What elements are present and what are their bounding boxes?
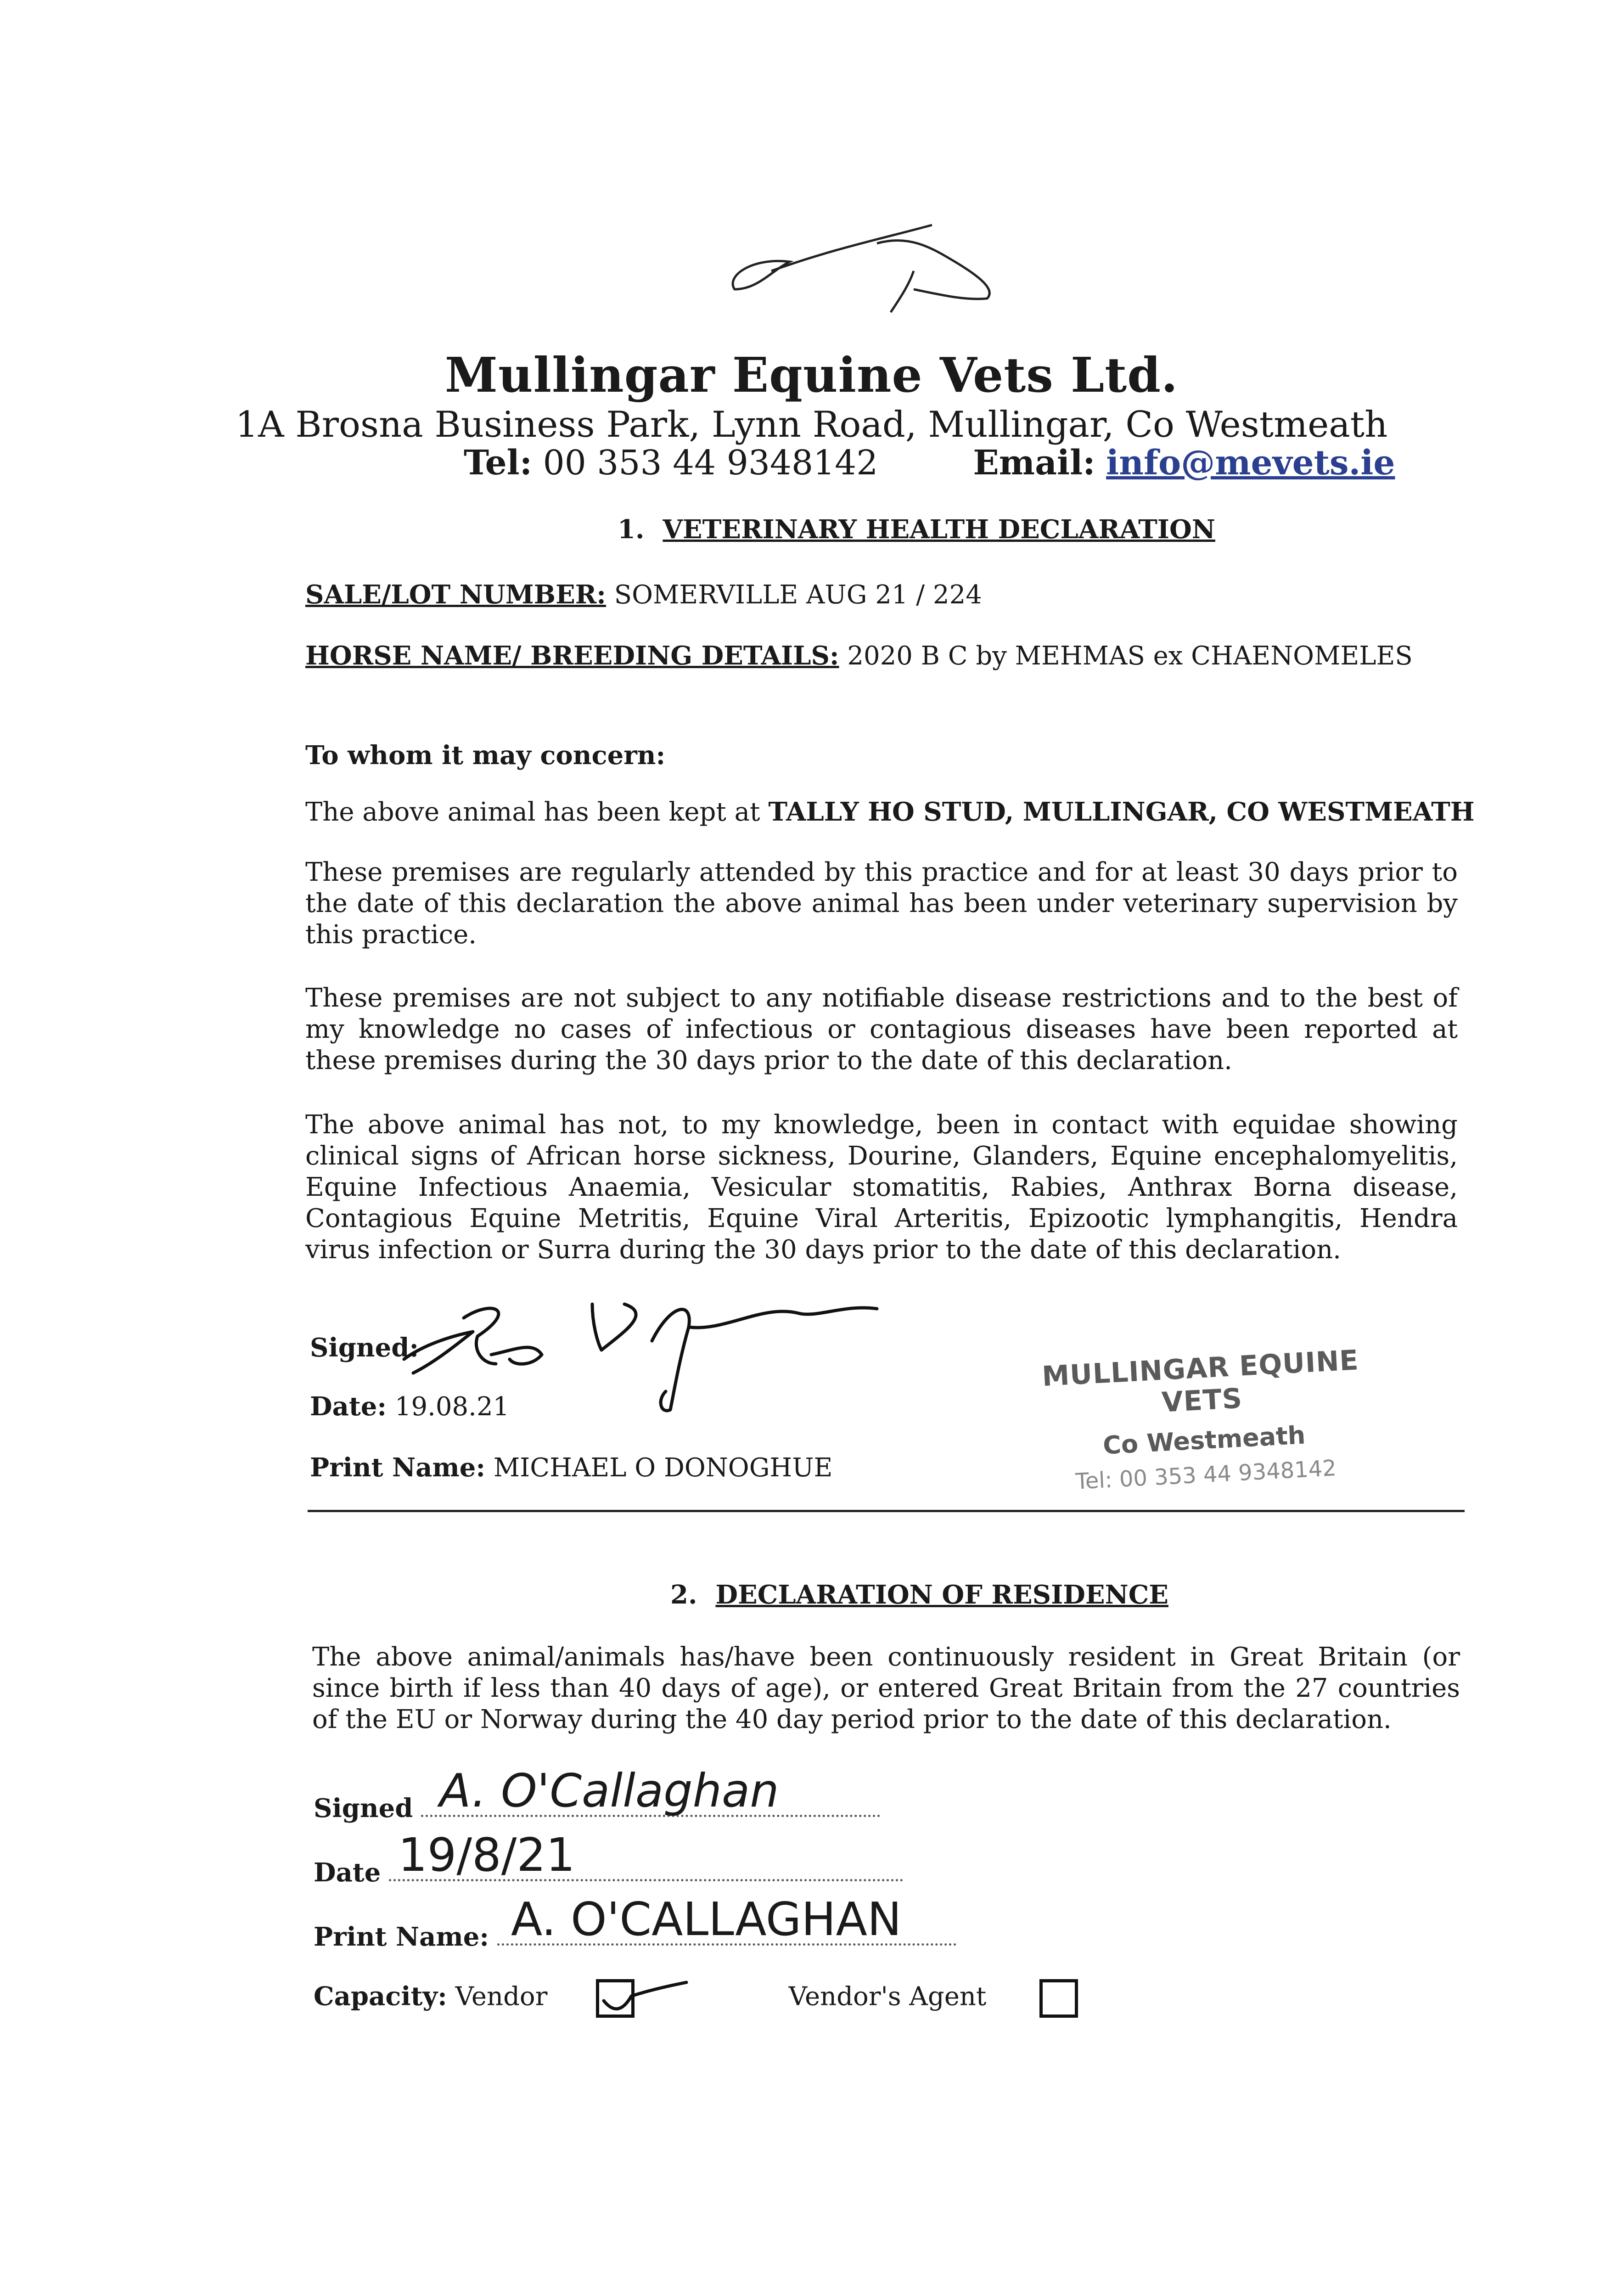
section2-title: DECLARATION OF RESIDENCE — [715, 1580, 1168, 1610]
owner-date-label: Date — [314, 1857, 381, 1888]
owner-date-line — [314, 1828, 903, 1888]
horse-details-label: HORSE NAME/ BREEDING DETAILS: — [305, 641, 839, 671]
owner-print-name-label: Print Name: — [314, 1922, 489, 1952]
vendor-check-mark-icon — [595, 1969, 696, 2024]
sale-lot-label: SALE/LOT NUMBER: — [305, 580, 606, 610]
capacity-line — [314, 1979, 1078, 2018]
vet-print-name-line — [310, 1452, 832, 1483]
disease-contact-paragraph: The above animal has not, to my knowledge, been in contact with equidae showing clinical signs of African horse sickness, Dourine, Glanders, Equine encephalomyelitis, Equine Infectious Anaemia, Vesicular stomatitis, Rabies, Anthrax Borna disease, Contagious Equine Metritis, Equine Viral Arteritis, Epizootic lymphangitis, Hendra virus infection or Surra during the 30 days prior to the date of this declaration. — [305, 1110, 1458, 1265]
supervision-paragraph: These premises are regularly attended by this practice and for at least 30 days prior to the date of this declaration the above animal has been under veterinary supervision by this practice. — [305, 857, 1458, 950]
owner-signed-line — [314, 1764, 880, 1823]
vendor-agent-checkbox[interactable] — [1039, 1979, 1078, 2018]
residence-paragraph: The above animal/animals has/have been continuously resident in Great Britain (or since birth if less than 40 days of age), or entered Great Britain from the 27 countries of the EU or Norway during the 40 day period prior to the date of this declaration. — [312, 1642, 1460, 1734]
sale-lot-value: SOMERVILLE AUG 21 / 224 — [614, 580, 982, 610]
vet-signed-label: Signed: — [310, 1333, 419, 1363]
kept-at-prefix: The above animal has been kept at — [305, 797, 760, 827]
owner-print-name-dotted-line — [497, 1892, 956, 1946]
vet-date-line — [310, 1391, 509, 1422]
section2-number: 2. — [670, 1580, 697, 1610]
email-link[interactable]: info@mevets.ie — [1106, 443, 1395, 483]
salutation: To whom it may concern: — [305, 740, 666, 771]
vendor-checkbox[interactable] — [596, 1979, 635, 2018]
email-label: Email: — [973, 443, 1095, 483]
owner-signed-dotted-line — [421, 1764, 880, 1818]
restrictions-paragraph: These premises are not subject to any notifiable disease restrictions and to the best of my knowledge no cases of infectious or contagious diseases have been reported at these premises during the 30 days prior to the date of this declaration. — [305, 983, 1458, 1075]
company-name: Mullingar Equine Vets Ltd. — [444, 347, 1179, 403]
vendor-agent-label: Vendor's Agent — [788, 1981, 987, 2012]
owner-signature: A. O'Callaghan — [439, 1764, 779, 1818]
contact-line — [464, 443, 1395, 483]
section-divider — [308, 1510, 1465, 1512]
tel-value: 00 353 44 9348142 — [543, 443, 878, 483]
horse-logo-icon — [716, 220, 1028, 331]
section2-heading — [670, 1580, 1168, 1610]
tel-label: Tel: — [464, 443, 533, 483]
stamp-line2: Co Westmeath — [1102, 1420, 1306, 1460]
section1-heading — [618, 514, 1215, 545]
stamp-line1: MULLINGAR EQUINE VETS — [1041, 1344, 1360, 1419]
company-address: 1A Brosna Business Park, Lynn Road, Mullingar, Co Westmeath — [235, 404, 1388, 445]
stamp-line3: Tel: 00 353 44 9348142 — [1075, 1455, 1337, 1495]
vendor-label: Vendor — [455, 1981, 548, 2012]
kept-at-line — [305, 797, 1475, 827]
sale-lot-line — [305, 580, 982, 610]
vet-print-name-label: Print Name: — [310, 1452, 485, 1483]
owner-signed-label: Signed — [314, 1793, 413, 1823]
owner-print-name-line — [314, 1892, 956, 1952]
kept-at-location: TALLY HO STUD, MULLINGAR, CO WESTMEATH — [768, 797, 1475, 827]
owner-print-name-value: A. O'CALLAGHAN — [511, 1892, 902, 1946]
horse-details-line — [305, 641, 1413, 671]
vet-print-name-value: MICHAEL O DONOGHUE — [493, 1453, 833, 1483]
owner-date-value: 19/8/21 — [398, 1828, 575, 1882]
vet-date-label: Date: — [310, 1391, 387, 1422]
practice-stamp — [1025, 1343, 1381, 1495]
section1-title: VETERINARY HEALTH DECLARATION — [663, 514, 1215, 545]
vet-date-value: 19.08.21 — [394, 1392, 510, 1422]
capacity-label: Capacity: — [314, 1981, 447, 2012]
owner-date-dotted-line — [389, 1828, 903, 1882]
section1-number: 1. — [618, 514, 645, 545]
horse-details-value: 2020 B C by MEHMAS ex CHAENOMELES — [847, 641, 1413, 671]
